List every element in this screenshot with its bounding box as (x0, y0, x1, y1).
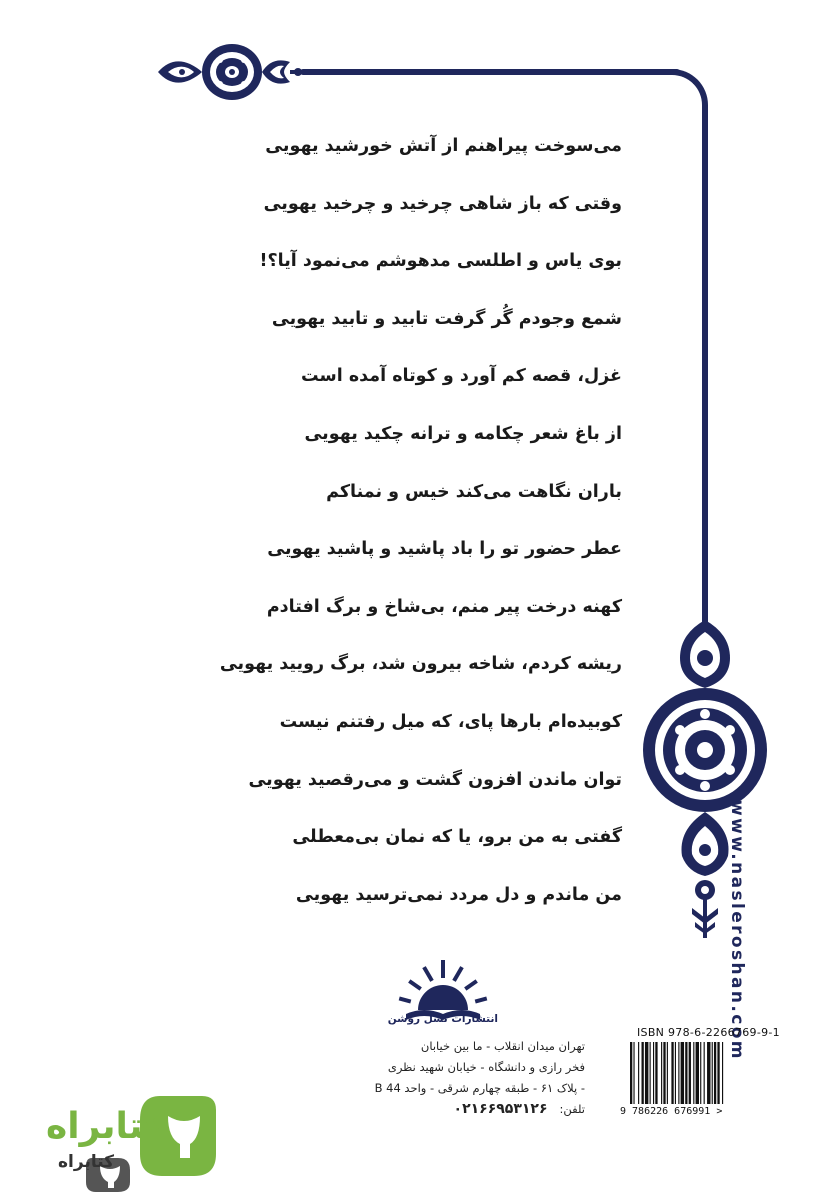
poem-line: کهنه درخت پیر منم، بی‌شاخ و برگ افتادم (266, 596, 622, 617)
barcode-bar (645, 1042, 648, 1104)
barcode-digits: 9 786226 676991 > (620, 1106, 723, 1117)
watermark-title: کتابراه (46, 1106, 165, 1147)
barcode-icon (628, 1042, 756, 1116)
frame-top-line (300, 69, 680, 75)
watermark-subtitle: کتابراه (58, 1152, 115, 1172)
barcode-bar (722, 1042, 723, 1104)
poem-line: غزل، قصه کم آورد و کوتاه آمده است (301, 366, 622, 387)
barcode-bar (685, 1042, 687, 1104)
barcode-bar (693, 1042, 694, 1104)
barcode-bar (671, 1042, 673, 1104)
barcode-bar (667, 1042, 668, 1104)
phone-number: ۰۲۱۶۶۹۵۳۱۲۶ (453, 1101, 548, 1117)
barcode-bar (678, 1042, 679, 1104)
poem-line: می‌سوخت پیراهنم از آتش خورشید یهویی (265, 136, 622, 156)
isbn-label: ISBN 978-6-2266769-9-1 (637, 1026, 780, 1039)
barcode-bar (707, 1042, 710, 1104)
poem-line: بوی یاس و اطلسی مدهوشم می‌نمود آیا؟! (259, 251, 622, 272)
address-line: فخر رازی و دانشگاه - خیابان شهید نظری (387, 1060, 585, 1074)
arabesque-ornament-icon (150, 38, 310, 106)
barcode-bar (712, 1042, 713, 1104)
barcode-bar (638, 1042, 639, 1104)
barcode-bar (630, 1042, 632, 1104)
arabesque-ornament-icon (640, 600, 770, 940)
address-line: تهران میدان انقلاب - ما بین خیابان (420, 1039, 585, 1053)
barcode-bar (653, 1042, 654, 1104)
poem-line: توان ماندن افزون گشت و می‌رقصید یهویی (248, 769, 622, 790)
poem-line: کوبیده‌ام بارها پای، که میل رفتنم نیست (279, 711, 622, 732)
poem-line: باران نگاهت می‌کند خیس و نمناکم (326, 481, 622, 502)
frame-corner (660, 69, 708, 117)
frame-side-line (702, 110, 708, 630)
barcode-bar (681, 1042, 684, 1104)
publisher-address (285, 1036, 585, 1120)
poem-line: شمع وجودم گُر گرفت تابید و تابید یهویی (271, 308, 622, 329)
poem-line: عطر حضور تو را باد پاشید و پاشید یهویی (267, 539, 622, 560)
barcode-bar (700, 1042, 701, 1104)
barcode-bar (661, 1042, 662, 1104)
website-url[interactable]: www.nasleroshan.com (727, 800, 747, 1061)
poem-line: وقتی که باز شاهی چرخید و چرخید یهویی (263, 193, 622, 214)
poem-text (219, 124, 622, 930)
address-line: - پلاک ۶۱ - طبقه چهارم شرقی - واحد 44 B (374, 1081, 585, 1095)
poem-line: گفتی به من برو، یا که نمان بی‌معطلی (292, 827, 622, 848)
poem-line: من ماندم و دل مردد نمی‌ترسید یهویی (295, 884, 622, 905)
phone-row (285, 1099, 585, 1120)
barcode-bar (696, 1042, 699, 1104)
phone-label: تلفن: (559, 1102, 585, 1116)
barcode-bar (717, 1042, 719, 1104)
poem-line: ریشه کردم، شاخه بیرون شد، برگ رویید یهویی (219, 654, 622, 675)
barcode-bar (633, 1042, 634, 1104)
barcode-bar (655, 1042, 657, 1104)
barcode-bar (650, 1042, 651, 1104)
poem-line: از باغ شعر چکامه و ترانه چکید یهویی (304, 423, 622, 444)
barcode-bar (714, 1042, 716, 1104)
barcode-bar (642, 1042, 644, 1104)
barcode-bar (704, 1042, 705, 1104)
publisher-name: انتشارات نسل روشن (387, 1013, 498, 1025)
barcode-bar (663, 1042, 665, 1104)
barcode-bar (689, 1042, 691, 1104)
barcode-bar (675, 1042, 676, 1104)
